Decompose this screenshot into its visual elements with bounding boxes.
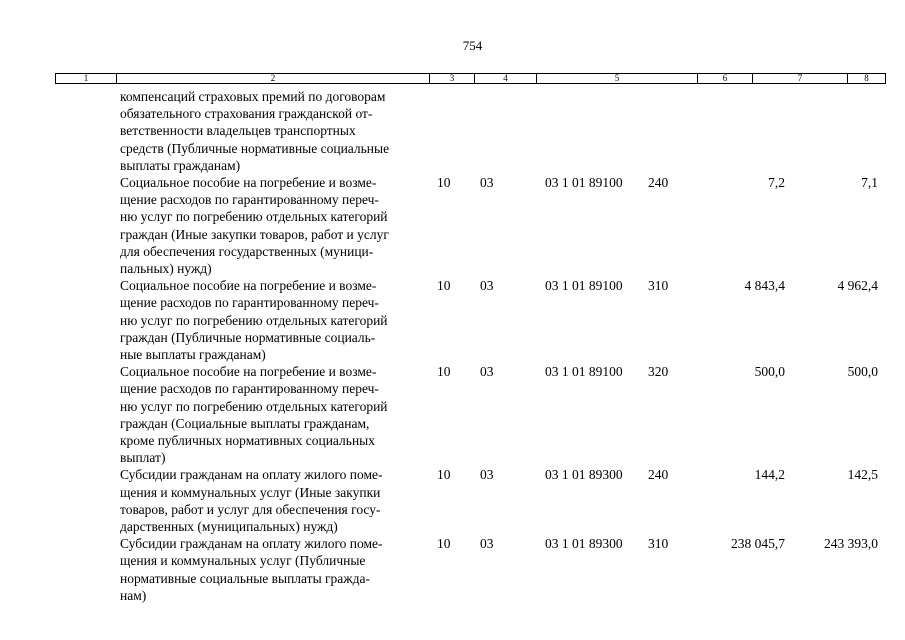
description-line: граждан (Публичные нормативные социаль- bbox=[120, 329, 376, 345]
description-line: Субсидии гражданам на оплату жилого поме- bbox=[120, 467, 383, 483]
row-description bbox=[120, 174, 430, 277]
description-line: ветственности владельцев транспортных bbox=[120, 123, 356, 139]
vr-cell: 240 bbox=[648, 467, 669, 483]
podrazdel-cell: 03 bbox=[480, 278, 494, 294]
description-line: пальных) нужд) bbox=[120, 261, 212, 277]
sum-2021-cell: 7,1 bbox=[861, 175, 878, 190]
description-line: обязательного страхования гражданской от- bbox=[120, 106, 373, 122]
podrazdel-cell: 03 bbox=[480, 536, 494, 552]
description-line: Субсидии гражданам на оплату жилого поме- bbox=[120, 536, 383, 552]
header-cell: 5 bbox=[536, 74, 697, 83]
description-line: щение расходов по гарантированному переч- bbox=[120, 192, 379, 208]
header-cell: 7 bbox=[752, 74, 847, 83]
podrazdel-cell: 03 bbox=[480, 175, 494, 190]
description-line: щение расходов по гарантированному переч- bbox=[120, 381, 379, 397]
description-line: Социальное пособие на погребение и возме- bbox=[120, 278, 377, 294]
description-line: товаров, работ и услуг для обеспечения госу- bbox=[120, 501, 381, 517]
razdel-cell: 10 bbox=[437, 467, 451, 483]
row-description bbox=[120, 363, 430, 466]
csr-cell: 03 1 01 89100 bbox=[545, 278, 623, 294]
razdel-cell: 10 bbox=[437, 278, 451, 294]
description-line: ню услуг по погребению отдельных категорий bbox=[120, 209, 388, 225]
description-line: кроме публичных нормативных социальных bbox=[120, 433, 375, 448]
description-line: щения и коммунальных услуг (Иные закупки bbox=[120, 484, 381, 500]
csr-cell: 03 1 01 89300 bbox=[545, 536, 623, 552]
header-cell: 4 bbox=[474, 74, 536, 83]
description-line: граждан (Иные закупки товаров, работ и услуг bbox=[120, 226, 389, 242]
podrazdel-cell: 03 bbox=[480, 467, 494, 483]
description-line: выплаты гражданам) bbox=[120, 157, 241, 173]
description-line: нам) bbox=[120, 587, 147, 603]
row-description bbox=[120, 277, 430, 363]
header-cell: 8 bbox=[847, 74, 885, 83]
sum-2020-cell: 4 843,4 bbox=[744, 278, 785, 294]
description-line: Социальное пособие на погребение и возме- bbox=[120, 175, 377, 190]
sum-2020-cell: 238 045,7 bbox=[731, 536, 785, 552]
podrazdel-cell: 03 bbox=[480, 364, 494, 380]
header-cell: 6 bbox=[697, 74, 752, 83]
description-line: средств (Публичные нормативные социальные bbox=[120, 140, 390, 156]
sum-2020-cell: 7,2 bbox=[768, 175, 785, 190]
description-line: ные выплаты гражданам) bbox=[120, 347, 266, 362]
description-line: граждан (Социальные выплаты гражданам, bbox=[120, 415, 370, 431]
header-cell: 3 bbox=[429, 74, 474, 83]
csr-cell: 03 1 01 89300 bbox=[545, 467, 623, 483]
vr-cell: 310 bbox=[648, 536, 669, 552]
header-cell: 1 bbox=[83, 73, 89, 83]
row-description bbox=[120, 88, 430, 174]
vr-cell: 240 bbox=[648, 175, 669, 190]
page-number: 754 bbox=[462, 38, 483, 53]
sum-2021-cell: 243 393,0 bbox=[824, 536, 878, 552]
description-line: ню услуг по погребению отдельных категорий bbox=[120, 312, 388, 328]
description-line: щение расходов по гарантированному переч- bbox=[120, 295, 379, 311]
vr-cell: 310 bbox=[648, 278, 669, 294]
razdel-cell: 10 bbox=[437, 364, 451, 380]
description-line: ню услуг по погребению отдельных категорий bbox=[120, 398, 388, 414]
description-line: щения и коммунальных услуг (Публичные bbox=[120, 553, 366, 569]
description-line: компенсаций страховых премий по договорам bbox=[120, 89, 386, 104]
row-description bbox=[120, 535, 430, 604]
sum-2021-cell: 4 962,4 bbox=[837, 278, 878, 294]
csr-cell: 03 1 01 89100 bbox=[545, 364, 623, 380]
sum-2020-cell: 500,0 bbox=[754, 364, 785, 380]
csr-cell: 03 1 01 89100 bbox=[545, 175, 623, 190]
sum-2020-cell: 144,2 bbox=[754, 467, 785, 483]
description-line: Социальное пособие на погребение и возме- bbox=[120, 364, 377, 380]
table-header bbox=[55, 73, 886, 84]
razdel-cell: 10 bbox=[437, 536, 451, 552]
header-cell: 2 bbox=[116, 74, 429, 83]
description-line: выплат) bbox=[120, 450, 166, 466]
vr-cell: 320 bbox=[648, 364, 669, 380]
description-line: нормативные социальные выплаты гражда- bbox=[120, 570, 370, 586]
sum-2021-cell: 142,5 bbox=[847, 467, 878, 483]
row-description bbox=[120, 466, 430, 535]
description-line: дарственных (муниципальных) нужд) bbox=[120, 519, 338, 534]
sum-2021-cell: 500,0 bbox=[847, 364, 878, 380]
razdel-cell: 10 bbox=[437, 175, 451, 190]
description-line: для обеспечения государственных (муници- bbox=[120, 243, 374, 259]
